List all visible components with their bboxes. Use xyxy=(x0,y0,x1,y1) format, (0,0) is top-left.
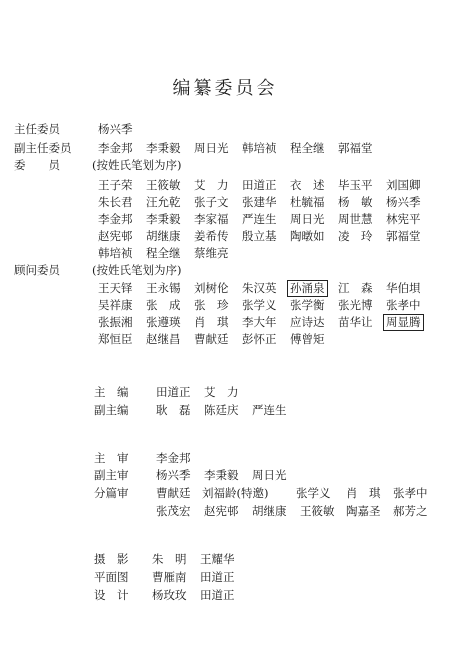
member-name: 汪允乾 xyxy=(146,195,181,209)
vice-reviewer-name: 李秉毅 xyxy=(204,468,239,482)
advisor-name: 吴祥康 xyxy=(98,298,133,312)
vice-director-name: 周日光 xyxy=(194,141,229,155)
member-name: 艾 力 xyxy=(194,178,229,192)
member-name: 田道正 xyxy=(242,178,277,192)
vice-director-name: 韩培祯 xyxy=(242,141,277,155)
director-name: 杨兴季 xyxy=(98,122,133,136)
advisor-name: 张学衡 xyxy=(290,298,325,312)
vice-director-name: 李秉毅 xyxy=(146,141,181,155)
member-name: 衣 述 xyxy=(290,178,325,192)
member-name: 姜希传 xyxy=(194,229,229,243)
chief-reviewer-name: 李金邦 xyxy=(156,451,191,465)
advisor-name: 郑恒臣 xyxy=(98,332,133,346)
section-reviewer-name: 张孝中 xyxy=(393,486,428,500)
member-name: 杜毓福 xyxy=(290,195,325,209)
advisor-name: 华伯垻 xyxy=(386,281,421,295)
member-name: 刘国卿 xyxy=(386,178,421,192)
vice-director-name: 郭福堂 xyxy=(338,141,373,155)
advisor-name: 傅曾矩 xyxy=(290,332,325,346)
member-name: 李秉毅 xyxy=(146,212,181,226)
advisor-name: 朱汉英 xyxy=(242,281,277,295)
member-name: 赵宪邨 xyxy=(98,229,133,243)
plan-label: 平面图 xyxy=(94,570,129,584)
chief-editor-label: 主 编 xyxy=(94,385,129,399)
design-name: 杨玫玫 xyxy=(152,588,187,602)
section-reviewer-name: 张学义 xyxy=(296,486,331,500)
advisor-name: 张振湘 xyxy=(98,315,133,329)
advisors-label: 顾问委员 xyxy=(14,263,60,277)
chief-editor-name: 田道正 xyxy=(156,385,191,399)
chief-reviewer-label: 主 审 xyxy=(94,451,129,465)
section-reviewer-name: 刘福龄(特邀) xyxy=(202,486,269,500)
plan-name: 曹雁南 xyxy=(152,570,187,584)
advisor-name: 张 珍 xyxy=(194,298,229,312)
advisor-name: 肖 琪 xyxy=(194,315,229,329)
advisor-name: 江 森 xyxy=(338,281,373,295)
advisor-name: 张孝中 xyxy=(386,298,421,312)
section-reviewer-label: 分篇审 xyxy=(94,486,129,500)
chief-editor-name: 艾 力 xyxy=(204,385,239,399)
vice-reviewer-name: 杨兴季 xyxy=(156,468,191,482)
advisor-name-boxed: 周显腾 xyxy=(383,314,424,331)
section-reviewer-name: 郝芳之 xyxy=(393,504,428,518)
advisor-name: 彭怀正 xyxy=(242,332,277,346)
advisor-name: 张遵瑛 xyxy=(146,315,181,329)
page-title: 编纂委员会 xyxy=(172,78,278,99)
vice-reviewer-name: 周日光 xyxy=(252,468,287,482)
advisor-name-boxed: 孙涌泉 xyxy=(287,280,328,297)
vice-reviewer-label: 副主审 xyxy=(94,468,129,482)
vice-editor-label: 副主编 xyxy=(94,403,129,417)
member-name: 严连生 xyxy=(242,212,277,226)
member-name: 王筱敏 xyxy=(146,178,181,192)
advisor-name: 张 成 xyxy=(146,298,181,312)
member-name: 王子荣 xyxy=(98,178,133,192)
photo-name: 朱 明 xyxy=(152,552,187,566)
advisor-name: 刘树伦 xyxy=(194,281,229,295)
vice-director-name: 程全继 xyxy=(290,141,325,155)
member-name: 林宪平 xyxy=(386,212,421,226)
member-name: 朱长君 xyxy=(98,195,133,209)
member-name: 韩培祯 xyxy=(98,246,133,260)
plan-name: 田道正 xyxy=(200,570,235,584)
member-name: 周世慧 xyxy=(338,212,373,226)
member-name: 郭福堂 xyxy=(386,229,421,243)
vice-director-name: 李金邦 xyxy=(98,141,133,155)
advisor-name: 李大年 xyxy=(242,315,277,329)
advisor-name: 王天铎 xyxy=(98,281,133,295)
member-name: 张子文 xyxy=(194,195,229,209)
advisor-name: 曹献廷 xyxy=(194,332,229,346)
vice-director-label: 副主任委员 xyxy=(14,141,72,155)
member-name: 杨兴季 xyxy=(386,195,421,209)
section-reviewer-name: 曹献廷 xyxy=(156,486,191,500)
section-reviewer-name: 赵宪邨 xyxy=(204,504,239,518)
vice-editor-name: 耿 磊 xyxy=(156,403,191,417)
member-name: 胡继康 xyxy=(146,229,181,243)
design-name: 田道正 xyxy=(200,588,235,602)
director-label: 主任委员 xyxy=(14,122,60,136)
section-reviewer-name: 胡继康 xyxy=(252,504,287,518)
member-name: 周日光 xyxy=(290,212,325,226)
advisor-name: 赵继昌 xyxy=(146,332,181,346)
advisor-name: 苗华让 xyxy=(338,315,373,329)
members-label: 委 员 xyxy=(14,158,60,172)
section-reviewer-name: 张茂宏 xyxy=(156,504,191,518)
member-name: 毕玉平 xyxy=(338,178,373,192)
advisor-name: 张光博 xyxy=(338,298,373,312)
section-reviewer-name: 王筱敏 xyxy=(300,504,335,518)
photo-label: 摄 影 xyxy=(94,552,129,566)
member-name: 程全继 xyxy=(146,246,181,260)
advisors-sort-note: (按姓氏笔划为序) xyxy=(92,263,182,277)
photo-name: 王耀华 xyxy=(200,552,235,566)
member-name: 蔡维亮 xyxy=(194,246,229,260)
member-name: 李金邦 xyxy=(98,212,133,226)
member-name: 凌 玲 xyxy=(338,229,373,243)
vice-editor-name: 严连生 xyxy=(252,403,287,417)
vice-editor-name: 陈廷庆 xyxy=(204,403,239,417)
member-name: 殷立基 xyxy=(242,229,277,243)
design-label: 设 计 xyxy=(94,588,129,602)
member-name: 杨 敏 xyxy=(338,195,373,209)
members-sort-note: (按姓氏笔划为序) xyxy=(92,158,182,172)
section-reviewer-name: 肖 琪 xyxy=(346,486,381,500)
member-name: 张建华 xyxy=(242,195,277,209)
member-name: 李家福 xyxy=(194,212,229,226)
section-reviewer-name: 陶嘉圣 xyxy=(346,504,381,518)
advisor-name: 应诗达 xyxy=(290,315,325,329)
member-name: 陶暾如 xyxy=(290,229,325,243)
advisor-name: 张学义 xyxy=(242,298,277,312)
advisor-name: 王永锡 xyxy=(146,281,181,295)
